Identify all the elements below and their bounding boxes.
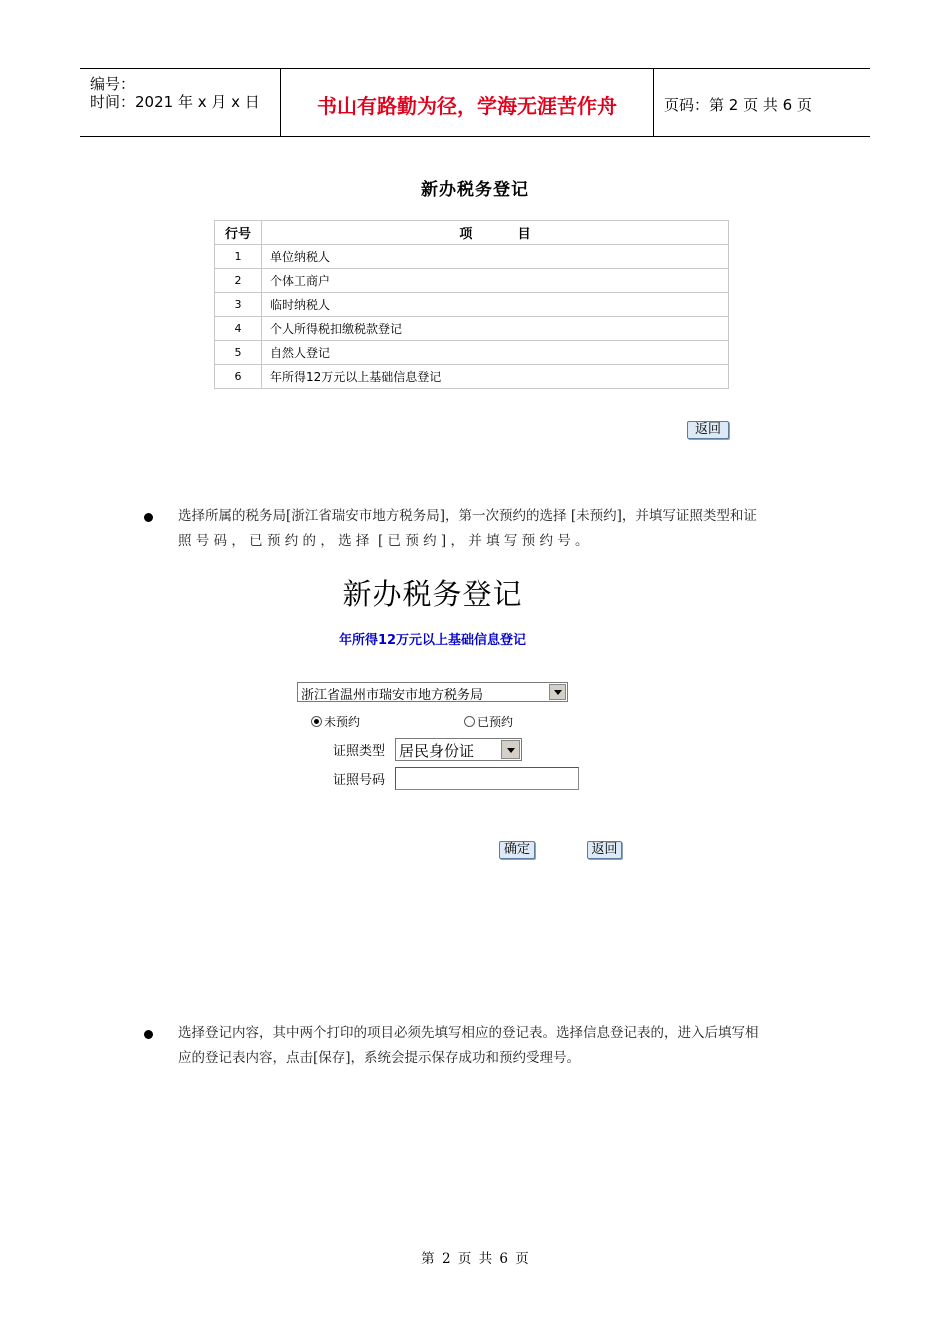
radio-checked-icon[interactable] xyxy=(311,716,322,727)
row-number: 3 xyxy=(215,293,262,317)
row-number: 5 xyxy=(215,341,262,365)
header-info-cell xyxy=(80,69,281,136)
registration-items-table xyxy=(214,220,729,389)
table-row[interactable] xyxy=(215,269,729,293)
item-link[interactable]: 个体工商户 xyxy=(262,269,729,293)
id-type-label: 证照类型 xyxy=(333,744,386,759)
registration-title: 新办税务登记 xyxy=(421,180,529,200)
table-row[interactable] xyxy=(215,293,729,317)
tax-bureau-select-value: 浙江省温州市瑞安市地方税务局 xyxy=(301,688,484,703)
id-number-input[interactable] xyxy=(395,767,579,790)
bullet-point xyxy=(144,1030,153,1039)
item-link[interactable]: 个人所得税扣缴税款登记 xyxy=(262,317,729,341)
radio-unchecked-icon[interactable] xyxy=(464,716,475,727)
registration-form-title: 新办税务登记 xyxy=(342,577,523,611)
motto: 书山有路勤为径，学海无涯苦作舟 xyxy=(317,94,617,118)
row-number: 6 xyxy=(215,365,262,389)
instruction-line: 照 号 码 ， 已 预 约 的 ， 选 择 [ 已 预 约 ] ， 并 填 写 预 约 号 。 xyxy=(178,533,589,549)
radio-label: 已预约 xyxy=(477,715,514,729)
registration-form-subtitle: 年所得12万元以上基础信息登记 xyxy=(338,633,527,648)
row-number: 1 xyxy=(215,245,262,269)
page-header xyxy=(80,68,870,137)
radio-label: 未预约 xyxy=(324,715,361,729)
header-motto-cell xyxy=(281,69,654,136)
id-type-select[interactable] xyxy=(395,738,522,761)
table-row[interactable] xyxy=(215,365,729,389)
table-row[interactable] xyxy=(215,317,729,341)
column-header-row-number: 行号 xyxy=(215,221,262,245)
back-button[interactable]: 返回 xyxy=(687,421,729,439)
radio-reserved[interactable] xyxy=(464,713,513,730)
item-link[interactable]: 临时纳税人 xyxy=(262,293,729,317)
instruction-line: 选择所属的税务局[浙江省瑞安市地方税务局]，第一次预约的选择 [未预约]，并填写证照类型和证 xyxy=(178,508,757,524)
document-number: 编号： xyxy=(90,75,136,93)
table-row[interactable] xyxy=(215,341,729,365)
chevron-down-icon[interactable] xyxy=(549,684,566,700)
back-button[interactable]: 返回 xyxy=(587,841,622,859)
id-number-label: 证照号码 xyxy=(333,773,386,788)
instruction-line: 应的登记表内容，点击[保存]，系统会提示保存成功和预约受理号。 xyxy=(178,1050,581,1066)
chevron-down-icon[interactable] xyxy=(501,740,520,759)
instruction-line: 选择登记内容，其中两个打印的项目必须先填写相应的登记表。选择信息登记表的，进入后填写相 xyxy=(178,1025,759,1041)
row-number: 2 xyxy=(215,269,262,293)
id-type-select-value: 居民身份证 xyxy=(399,742,475,760)
confirm-button[interactable]: 确定 xyxy=(499,841,535,859)
bullet-point xyxy=(144,513,153,522)
table-header-row xyxy=(215,221,729,245)
header-page-cell xyxy=(654,69,870,136)
item-link[interactable]: 年所得12万元以上基础信息登记 xyxy=(262,365,729,389)
column-header-item: 项 目 xyxy=(262,221,729,245)
document-date: 时间：2021 年 x 月 x 日 xyxy=(90,93,260,111)
item-link[interactable]: 自然人登记 xyxy=(262,341,729,365)
table-row[interactable] xyxy=(215,245,729,269)
row-number: 4 xyxy=(215,317,262,341)
page-footer: 第 2 页 共 6 页 xyxy=(421,1251,529,1267)
item-link[interactable]: 单位纳税人 xyxy=(262,245,729,269)
tax-bureau-select[interactable] xyxy=(297,682,568,702)
page-number: 页码：第 2 页 共 6 页 xyxy=(664,96,812,114)
radio-not-reserved[interactable] xyxy=(311,713,360,730)
